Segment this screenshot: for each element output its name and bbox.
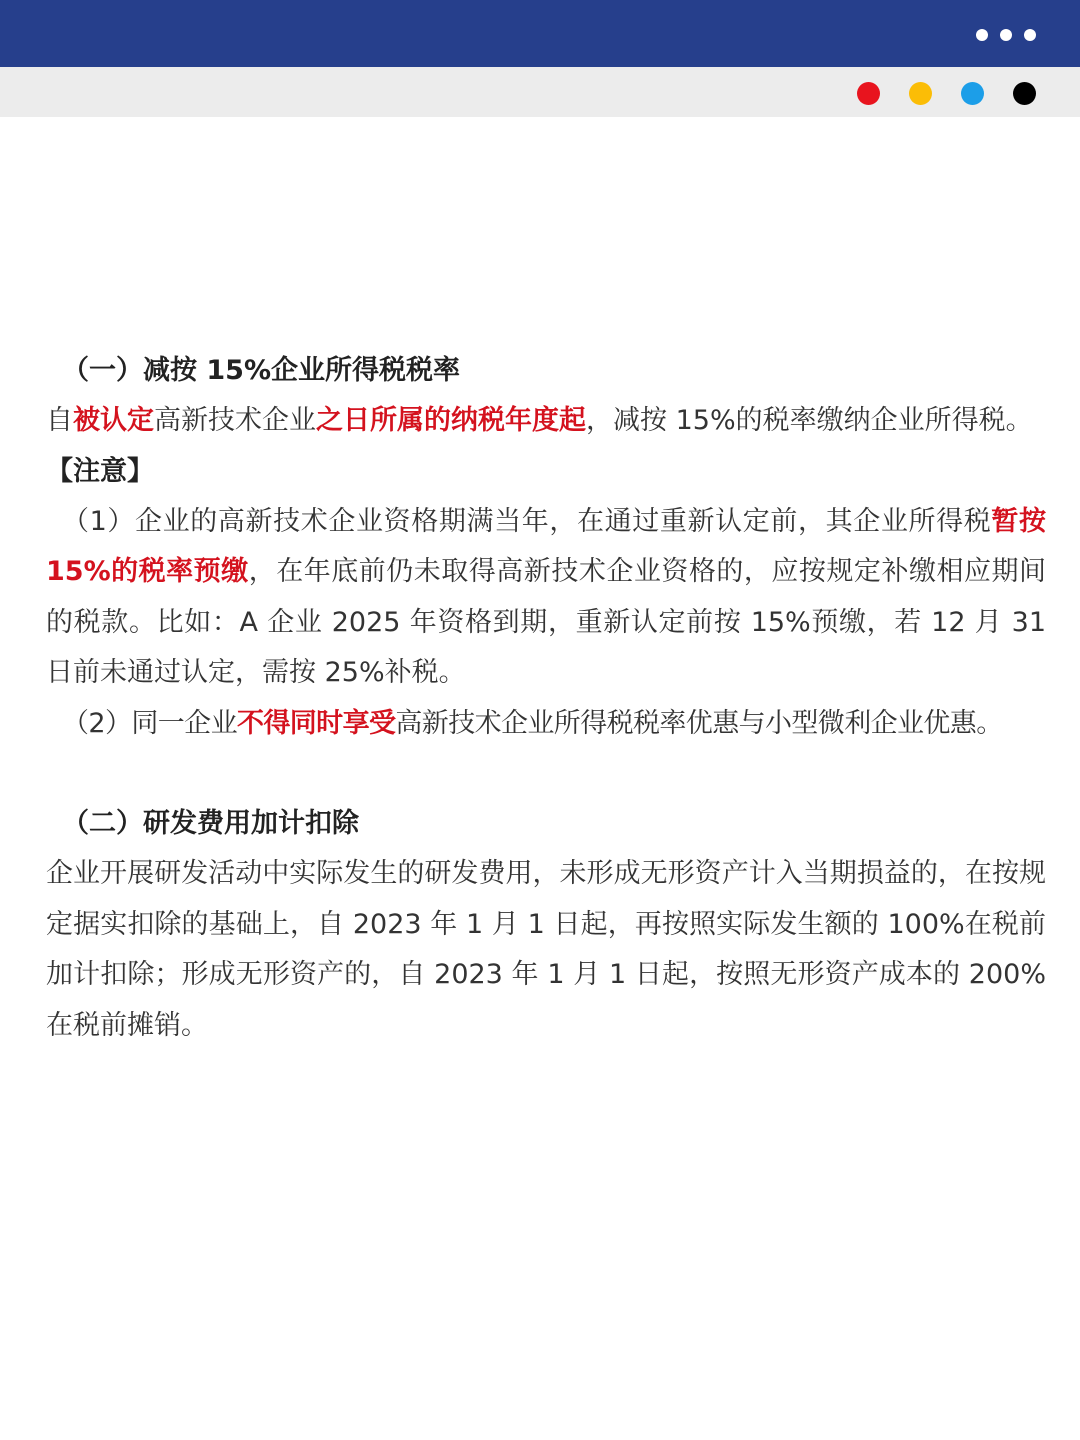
section1-title: （一）减按 15%企业所得税税率 [62, 355, 461, 386]
text-segment: 高新技术企业所得税税率优惠与小型微利企业优惠。 [395, 707, 1003, 739]
red-dot-icon [857, 82, 880, 105]
text-segment: （2）同一企业 [62, 707, 237, 739]
note-item-2 [46, 699, 1046, 750]
highlight-text: 被认定 [73, 405, 154, 436]
highlight-text: 不得同时享受 [236, 707, 396, 739]
text-segment: 高新技术企业 [154, 405, 316, 436]
section2-title: （二）研发费用加计扣除 [62, 808, 359, 839]
text-segment: （1）企业的高新技术企业资格期满当年，在通过重新认定前，其企业所得税 [62, 505, 992, 537]
highlight-text: 之日所属的纳税年度起 [316, 405, 586, 436]
section1-paragraph [46, 396, 1046, 447]
spacer [46, 749, 1046, 799]
section2-paragraph: 企业开展研发活动中实际发生的研发费用，未形成无形资产计入当期损益的，在按规定据实扣除的基础上，自 2023 年 1 月 1 日起，再按照实际发生额的 100%在税前加计扣除；形成无形资产的，自 2023 年 1 月 1 日起，按照无形资产成本的 200%在税前摊销。 [46, 858, 1046, 1041]
text-segment: 自 [46, 405, 73, 436]
yellow-dot-icon [909, 82, 932, 105]
more-horizontal-icon[interactable] [976, 28, 1036, 42]
note-title: 【注意】 [46, 455, 154, 487]
article-content [46, 346, 1046, 1051]
text-segment: ，减按 15%的税率缴纳企业所得税。 [586, 405, 1033, 436]
sub-bar [0, 67, 1080, 117]
color-dots [857, 82, 1036, 105]
blue-dot-icon [961, 82, 984, 105]
highlight-text: 暂按 15%的税率预缴 [46, 505, 1046, 587]
black-dot-icon [1013, 82, 1036, 105]
note-item-1 [46, 497, 1046, 699]
top-bar [0, 0, 1080, 67]
text-segment: ，在年底前仍未取得高新技术企业资格的，应按规定补缴相应期间的税款。比如：A 企业 2025 年资格到期，重新认定前按 15%预缴，若 12 月 31 日前未通过认定，需按 25%补税。 [46, 556, 1046, 688]
